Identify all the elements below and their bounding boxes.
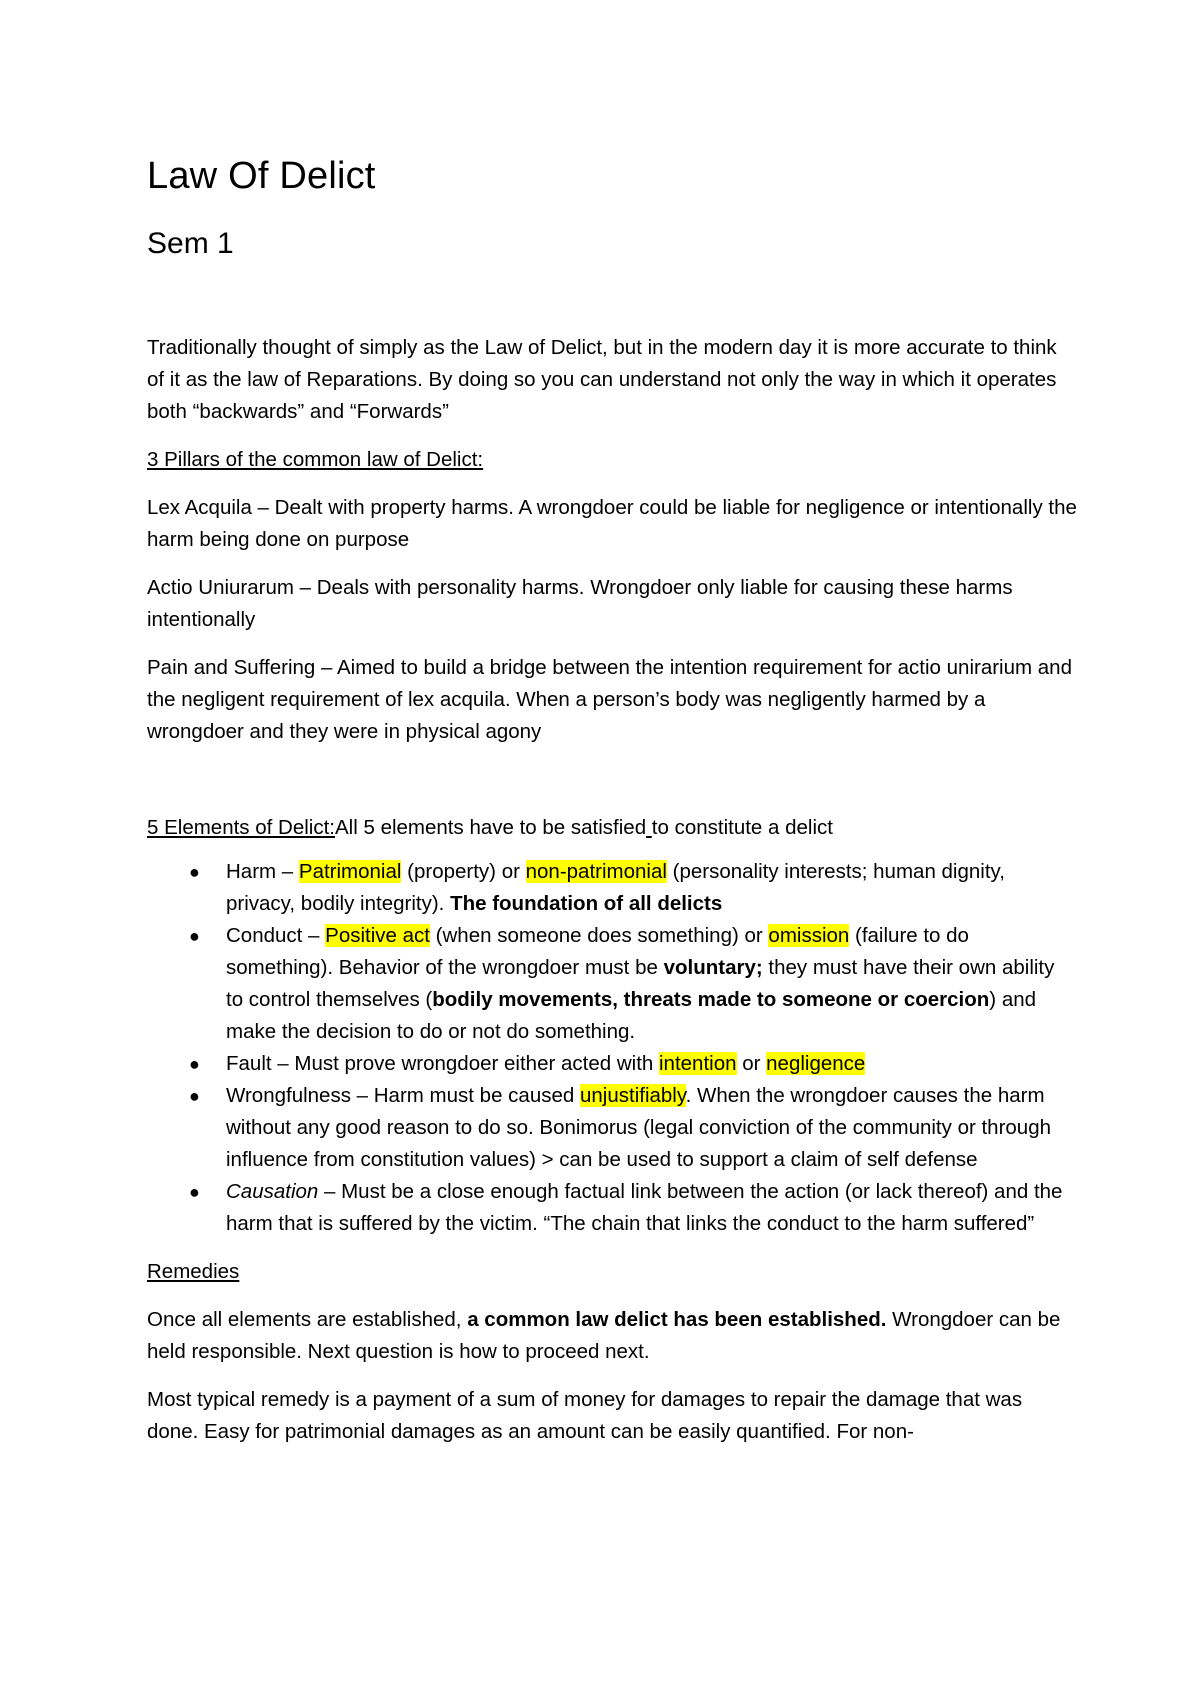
highlight-intention: intention [659,1052,737,1075]
list-item-conduct [147,920,1077,1048]
bullet-icon: ● [189,1086,200,1106]
remedies-heading: Remedies [147,1260,240,1283]
elements-intro-a: All 5 elements have to be satisfied [335,816,647,839]
elements-heading: 5 Elements of Delict: [147,816,335,839]
remedies-text-2: Wrongdoer can be held responsible. Next question is how to proceed next. [147,1308,1061,1363]
bold-foundation: The foundation of all delicts [450,892,723,915]
remedies-paragraph-1 [147,1304,1077,1368]
highlight-omission: omission [768,924,850,947]
conduct-text-3: (failure to do something). Behavior of the wrongdoer must be [226,924,969,979]
wrongfulness-text-2: . When the wrongdoer causes the harm without any good reason to do so. Bonimorus (legal conviction of the community or through influence from constitution values) > can be used to support a claim of self defense [226,1084,1052,1171]
harm-text: Harm – [226,860,299,883]
bold-common-law-delict: a common law delict has been established. [467,1308,887,1331]
italic-causation: Causation [226,1180,319,1203]
causation-text: – Must be a close enough factual link between the action (or lack thereof) and the harm that is suffered by the victim. “The chain that links the conduct to the harm suffered” [226,1180,1063,1235]
list-item-harm [147,856,1077,920]
highlight-positive-act: Positive act [325,924,430,947]
pillar-lex-acquila: Lex Acquila – Dealt with property harms. A wrongdoer could be liable for negligence or intentionally the harm being done on purpose [147,496,1077,551]
harm-text-3: (personality interests; human dignity, privacy, bodily integrity). [226,860,1005,915]
conduct-text: Conduct – [226,924,326,947]
bullet-icon: ● [189,862,200,882]
bullet-icon: ● [189,926,200,946]
highlight-negligence: negligence [766,1052,866,1075]
pillar-pain-and-suffering: Pain and Suffering – Aimed to build a bridge between the intention requirement for actio unirarium and the negligent requirement of lex acquila. When a person’s body was negligently harmed by a wrongdoer and they were in physical agony [147,656,1072,743]
harm-text-2: (property) or [401,860,526,883]
remedies-paragraph-2: Most typical remedy is a payment of a sum of money for damages to repair the damage that was done. Easy for patrimonial damages as an amount can be easily quantified. For non- [147,1388,1023,1443]
list-item-causation [147,1176,1077,1240]
list-item-wrongfulness [147,1080,1077,1176]
bold-bodily-movements: bodily movements, threats made to someone or coercion [432,988,990,1011]
conduct-text-5: ) and make the decision to do or not do something. [226,988,1037,1043]
elements-list [147,856,1077,1240]
elements-intro-b: to constitute a delict [651,816,833,839]
conduct-text-2: (when someone does something) or [429,924,769,947]
highlight-patrimonial: Patrimonial [298,860,402,883]
bullet-icon: ● [189,1054,200,1074]
document-subtitle: Sem 1 [147,227,234,260]
bullet-icon: ● [189,1182,200,1202]
highlight-unjustifiably: unjustifiably [579,1084,686,1107]
highlight-non-patrimonial: non-patrimonial [525,860,667,883]
wrongfulness-text: Wrongfulness – Harm must be caused [226,1084,580,1107]
fault-text-2: or [736,1052,767,1075]
bold-voluntary: voluntary; [663,956,763,979]
document-body [147,150,1077,1448]
fault-text: Fault – Must prove wrongdoer either acted with [226,1052,659,1075]
list-item-fault [147,1048,1077,1080]
pillars-heading: 3 Pillars of the common law of Delict: [147,448,484,471]
intro-paragraph: Traditionally thought of simply as the Law of Delict, but in the modern day it is more accurate to think of it as the law of Reparations. By doing so you can understand not only the way in which it operates both “backwards” and “Forwards” [147,336,1057,423]
pillar-actio-iniuriarum: Actio Uniurarum – Deals with personality harms. Wrongdoer only liable for causing these harms intentionally [147,576,1013,631]
document-title: Law Of Delict [147,155,376,197]
conduct-text-4: they must have their own ability to control themselves ( [226,956,1055,1011]
remedies-text: Once all elements are established, [147,1308,468,1331]
elements-heading-paragraph [147,812,1077,844]
